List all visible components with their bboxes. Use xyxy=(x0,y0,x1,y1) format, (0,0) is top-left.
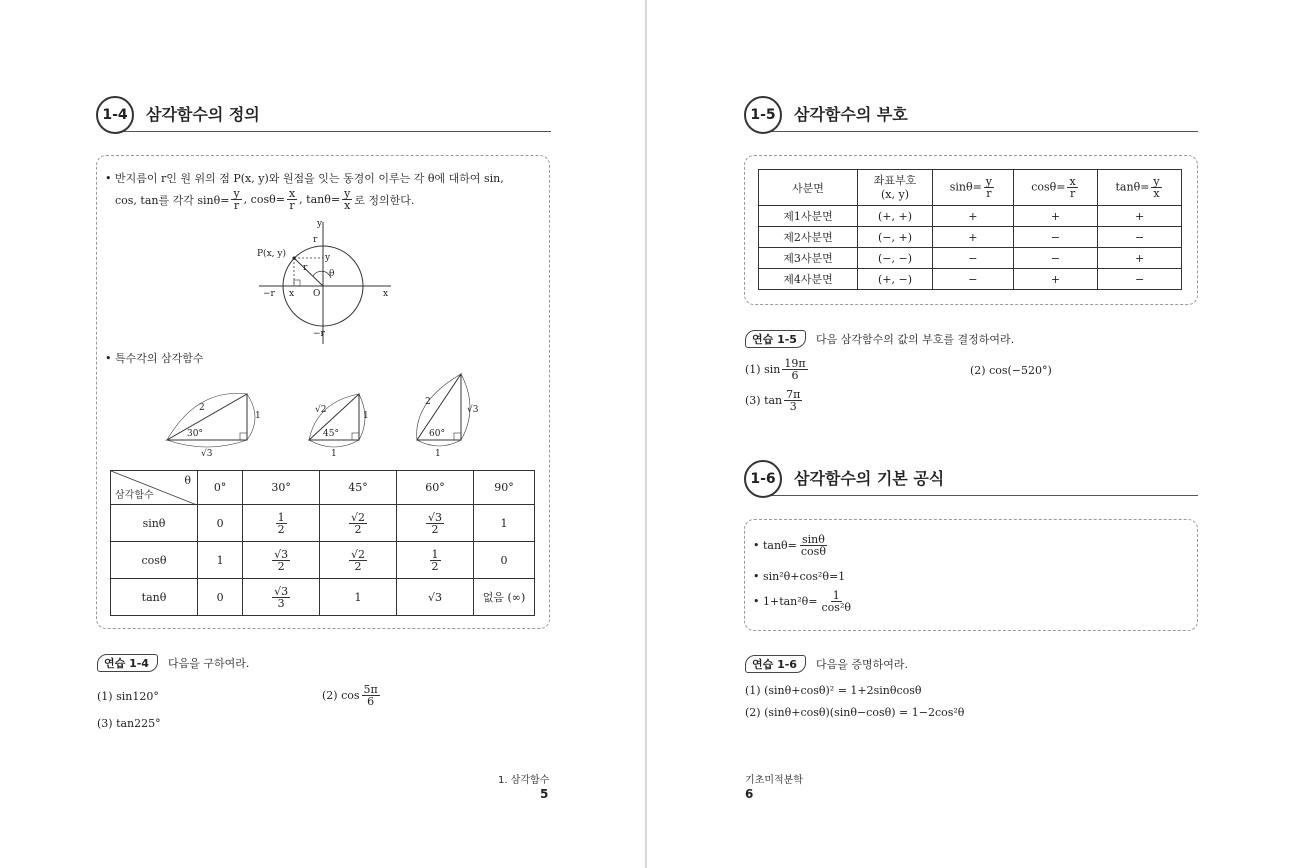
section-underline xyxy=(764,131,1198,132)
triangle-30-angle: 30° xyxy=(187,429,203,439)
table-cell: − xyxy=(1013,248,1097,269)
theta-label: θ xyxy=(329,269,335,279)
r-inner-label: r xyxy=(303,263,308,273)
row-name: tanθ xyxy=(111,579,198,616)
exercise-1-4-label xyxy=(97,654,249,672)
table-cell: 제1사분면 xyxy=(759,206,858,227)
formula-1: • tanθ= $\frac{\sin\theta}{\cos\theta}$ xyxy=(753,533,826,558)
table-row xyxy=(759,206,1182,227)
triangle-30-adj: √3 xyxy=(201,449,213,458)
right-page xyxy=(647,0,1292,868)
section-header-1-5 xyxy=(744,96,1198,136)
table-row xyxy=(759,248,1182,269)
cos-label: , cosθ= xyxy=(243,193,285,206)
unit-circle-diagram xyxy=(251,218,401,348)
table-cell: (+, −) xyxy=(858,269,933,290)
table-cell: 1 xyxy=(320,579,397,616)
axis-y-label: y xyxy=(317,219,323,229)
r-bottom-label: −r xyxy=(313,329,325,339)
table-cell: + xyxy=(933,206,1014,227)
definition-box xyxy=(96,155,550,629)
point-label: P(x, y) xyxy=(257,249,286,259)
header-cos: cosθ= $\frac{x}{r}$ xyxy=(1013,170,1097,206)
table-cell: (−, +) xyxy=(858,227,933,248)
x-proj-label: x xyxy=(289,289,295,299)
exercise-1-5-item-2: (2) cos(−520°) xyxy=(970,364,1052,377)
exercise-item-3: (3) tan225° xyxy=(97,717,161,730)
triangle-60-opp: √3 xyxy=(467,405,479,415)
formulas-box xyxy=(744,519,1198,631)
corner-theta: θ xyxy=(184,474,191,487)
table-cell: − xyxy=(933,269,1014,290)
table-row xyxy=(759,269,1182,290)
exercise-item-1: (1) sin120° xyxy=(97,690,159,703)
triangle-60-adj: 1 xyxy=(435,449,441,458)
triangle-45-angle: 45° xyxy=(323,429,339,439)
table-cell: 없음 (∞) xyxy=(474,579,535,616)
table-cell: 0 xyxy=(474,542,535,579)
exercise-1-6-item-2: (2) (sinθ+cosθ)(sinθ−cosθ) = 1−2cos²θ xyxy=(745,706,965,719)
table-corner-cell xyxy=(111,471,198,505)
table-cell: (−, −) xyxy=(858,248,933,269)
exercise-prompt: 다음 삼각함수의 값의 부호를 결정하여라. xyxy=(815,333,1015,346)
angle-header: 45° xyxy=(320,471,397,505)
section-title: 삼각함수의 정의 xyxy=(146,105,260,124)
table-cell: 제2사분면 xyxy=(759,227,858,248)
angle-header: 30° xyxy=(243,471,320,505)
table-cell: − xyxy=(1098,269,1182,290)
footer-chapter: 1. 삼각함수 xyxy=(498,775,550,786)
origin-label: O xyxy=(313,289,321,299)
table-cell: − xyxy=(1013,227,1097,248)
table-cell: − xyxy=(933,248,1014,269)
exercise-item-2-text: (2) cos xyxy=(322,689,360,702)
table-cell: 제3사분면 xyxy=(759,248,858,269)
exercise-item-2 xyxy=(322,684,382,707)
angle-header: 60° xyxy=(397,471,474,505)
definition-suffix: 로 정의한다. xyxy=(354,193,415,207)
table-cell-fraction: $\frac{1}{2}$ xyxy=(243,505,320,542)
section-title: 삼각함수의 기본 공식 xyxy=(794,469,945,488)
axis-x-label: x xyxy=(383,289,389,299)
triangle-45-adj: 1 xyxy=(331,449,337,458)
formula-3-fraction: $\frac{1}{\text{cos²θ}}$ xyxy=(821,589,851,614)
table-cell: 제4사분면 xyxy=(759,269,858,290)
exercise-tag: 연습 1-6 xyxy=(745,655,806,673)
y-proj-label: y xyxy=(325,253,331,263)
table-row-sin xyxy=(111,505,535,542)
exercise-prompt: 다음을 증명하여라. xyxy=(815,658,908,671)
r-top-label: r xyxy=(313,235,318,245)
table-cell-fraction: $\frac{√3}{2}$ xyxy=(243,542,320,579)
table-cell-fraction: $\frac{√2}{2}$ xyxy=(320,505,397,542)
table-cell: + xyxy=(1013,206,1097,227)
section-title: 삼각함수의 부호 xyxy=(794,105,908,124)
exercise-item-2-fraction: $\frac{5\pi}{6}$ xyxy=(363,683,378,708)
corner-functions: 삼각함수 xyxy=(115,490,154,501)
definition-line-2-prefix: cos, tan를 각각 sinθ= xyxy=(115,193,230,207)
table-cell: 1 xyxy=(474,505,535,542)
triangle-30-opp: 1 xyxy=(255,411,261,421)
header-sin: sinθ= $\frac{y}{r}$ xyxy=(933,170,1014,206)
triangle-60-angle: 60° xyxy=(429,429,445,439)
exercise-1-6-label xyxy=(745,655,908,673)
table-cell: + xyxy=(1098,248,1182,269)
formula-1-fraction: $\frac{\sin\theta}{\cos\theta}$ xyxy=(800,533,826,558)
triangle-30-hyp: 2 xyxy=(199,403,205,413)
table-cell: − xyxy=(1098,227,1182,248)
page-number: 5 xyxy=(540,787,549,801)
tan-definition-fraction: $\frac{y}{x}$ xyxy=(344,187,351,212)
exercise-1-5-label xyxy=(745,330,1014,348)
section-underline xyxy=(116,131,551,132)
angle-header: 0° xyxy=(198,471,243,505)
triangle-45-opp: 1 xyxy=(363,411,369,421)
footer-book-title: 기초미적분학 xyxy=(745,775,803,786)
exercise-1-5-item-1: (1) sin $\frac{19\pi}{6}$ xyxy=(745,357,806,382)
table-cell: + xyxy=(1013,269,1097,290)
item-1-fraction: $\frac{19\pi}{6}$ xyxy=(784,357,806,382)
sign-table-box xyxy=(744,155,1198,305)
section-number-badge: 1-5 xyxy=(744,96,782,134)
section-number-badge: 1-6 xyxy=(744,460,782,498)
special-angles-heading: • 특수각의 삼각함수 xyxy=(105,352,204,365)
definition-line-2 xyxy=(115,188,414,211)
triangle-45-hyp: √2 xyxy=(315,405,327,415)
exercise-tag: 연습 1-4 xyxy=(97,654,158,672)
special-triangles-diagram xyxy=(97,368,537,458)
cos-definition-fraction: $\frac{x}{r}$ xyxy=(288,187,296,212)
table-row-cos xyxy=(111,542,535,579)
section-underline xyxy=(764,495,1198,496)
table-cell: 0 xyxy=(198,505,243,542)
table-cell-fraction: $\frac{1}{2}$ xyxy=(397,542,474,579)
sin-definition-fraction: $\frac{y}{r}$ xyxy=(233,187,240,212)
table-cell-fraction: $\frac{√2}{2}$ xyxy=(320,542,397,579)
formula-3: • 1+tan²θ= $\frac{1}{\text{cos²θ}}$ xyxy=(753,589,851,614)
triangle-60 xyxy=(417,374,479,458)
table-cell: √3 xyxy=(397,579,474,616)
table-cell: 0 xyxy=(198,579,243,616)
sign-table xyxy=(758,169,1182,290)
table-row-tan xyxy=(111,579,535,616)
exercise-prompt: 다음을 구하여라. xyxy=(167,657,250,670)
section-header-1-6 xyxy=(744,460,1198,500)
special-values-table xyxy=(110,470,535,616)
row-name: cosθ xyxy=(111,542,198,579)
triangle-30 xyxy=(167,393,261,458)
table-cell: (+, +) xyxy=(858,206,933,227)
section-header-1-4 xyxy=(96,96,551,136)
table-cell: + xyxy=(933,227,1014,248)
table-cell: + xyxy=(1098,206,1182,227)
header-tan: tanθ= $\frac{y}{x}$ xyxy=(1098,170,1182,206)
definition-line-1: • 반지름이 r인 원 위의 점 P(x, y)와 원점을 잇는 동경이 이루는 각 θ에 대하여 sin, xyxy=(105,172,504,185)
table-cell-fraction: $\frac{√3}{2}$ xyxy=(397,505,474,542)
page-number: 6 xyxy=(745,787,754,801)
item-3-fraction: $\frac{7\pi}{3}$ xyxy=(786,388,801,413)
exercise-1-6-item-1: (1) (sinθ+cosθ)² = 1+2sinθcosθ xyxy=(745,684,922,697)
section-number-badge: 1-4 xyxy=(96,96,134,134)
exercise-tag: 연습 1-5 xyxy=(745,330,806,348)
formula-2: • sin²θ+cos²θ=1 xyxy=(753,570,846,583)
header-coordinate-sign: 좌표부호 (x, y) xyxy=(858,170,933,206)
table-cell-fraction: $\frac{√3}{3}$ xyxy=(243,579,320,616)
table-cell: 1 xyxy=(198,542,243,579)
left-page xyxy=(0,0,645,868)
angle-header: 90° xyxy=(474,471,535,505)
triangle-45 xyxy=(309,394,369,458)
header-quadrant: 사분면 xyxy=(759,170,858,206)
row-name: sinθ xyxy=(111,505,198,542)
exercise-1-5-item-3: (3) tan $\frac{7\pi}{3}$ xyxy=(745,388,801,413)
tan-label: , tanθ= xyxy=(299,193,341,206)
r-left-label: −r xyxy=(263,289,275,299)
table-row xyxy=(759,227,1182,248)
triangle-60-hyp: 2 xyxy=(425,397,431,407)
